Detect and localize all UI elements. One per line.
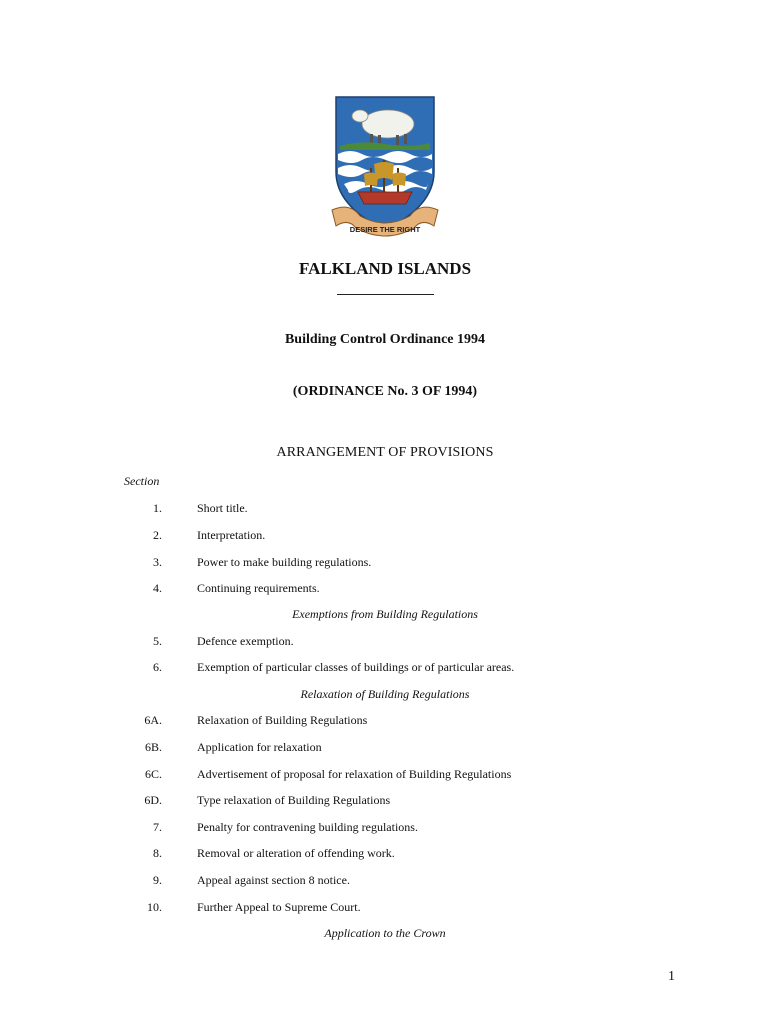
provision-title: Advertisement of proposal for relaxation of Building Regulations xyxy=(197,767,512,781)
page-number: 1 xyxy=(668,969,675,984)
provision-title: Further Appeal to Supreme Court. xyxy=(197,900,361,914)
provision-row xyxy=(0,873,770,891)
provision-number: 6. xyxy=(153,660,162,674)
provision-number: 1. xyxy=(153,501,162,515)
provision-row xyxy=(0,820,770,838)
arrangement-heading: ARRANGEMENT OF PROVISIONS xyxy=(276,445,494,460)
provision-row xyxy=(0,740,770,758)
provision-row xyxy=(0,793,770,811)
provision-number: 10. xyxy=(147,900,162,914)
group-heading-crown: Application to the Crown xyxy=(324,926,446,940)
provision-row xyxy=(0,660,770,678)
provision-row xyxy=(0,634,770,652)
title-divider xyxy=(337,294,434,295)
provision-number: 7. xyxy=(153,820,162,834)
provision-title: Defence exemption. xyxy=(197,634,294,648)
document-title: FALKLAND ISLANDS xyxy=(298,259,472,278)
provision-number: 5. xyxy=(153,634,162,648)
motto-text: DESIRE THE RIGHT xyxy=(349,225,421,234)
provision-number: 6A. xyxy=(144,713,162,727)
provision-row xyxy=(0,581,770,599)
provision-row xyxy=(0,555,770,573)
provision-number: 4. xyxy=(153,581,162,595)
provision-title: Penalty for contravening building regulations. xyxy=(197,820,418,834)
provision-title: Interpretation. xyxy=(197,528,266,542)
provision-title: Continuing requirements. xyxy=(197,581,320,595)
section-column-label: Section xyxy=(124,474,160,488)
provision-title: Power to make building regulations. xyxy=(197,555,372,569)
provision-number: 3. xyxy=(153,555,162,569)
provision-row xyxy=(0,528,770,546)
provision-title: Short title. xyxy=(197,501,248,515)
provision-title: Removal or alteration of offending work. xyxy=(197,846,395,860)
provision-title: Type relaxation of Building Regulations xyxy=(197,793,391,807)
provision-number: 9. xyxy=(153,873,162,887)
provision-number: 2. xyxy=(153,528,162,542)
provision-title: Relaxation of Building Regulations xyxy=(197,713,368,727)
provision-row xyxy=(0,846,770,864)
provision-title: Application for relaxation xyxy=(197,740,322,754)
provision-row xyxy=(0,767,770,785)
falkland-islands-coat-of-arms xyxy=(330,94,440,244)
provision-row xyxy=(0,501,770,519)
provision-row xyxy=(0,900,770,918)
group-heading-relaxation: Relaxation of Building Regulations xyxy=(300,687,470,701)
ordinance-number: (ORDINANCE No. 3 OF 1994) xyxy=(292,384,478,399)
provision-number: 6C. xyxy=(144,767,162,781)
provision-number: 6D. xyxy=(144,793,162,807)
provision-number: 8. xyxy=(153,846,162,860)
provision-title: Appeal against section 8 notice. xyxy=(197,873,350,887)
group-heading-exemptions: Exemptions from Building Regulations xyxy=(292,607,478,621)
provision-row xyxy=(0,713,770,731)
ordinance-name: Building Control Ordinance 1994 xyxy=(284,332,486,347)
provision-title: Exemption of particular classes of buildings or of particular areas. xyxy=(197,660,515,674)
provision-number: 6B. xyxy=(144,740,162,754)
